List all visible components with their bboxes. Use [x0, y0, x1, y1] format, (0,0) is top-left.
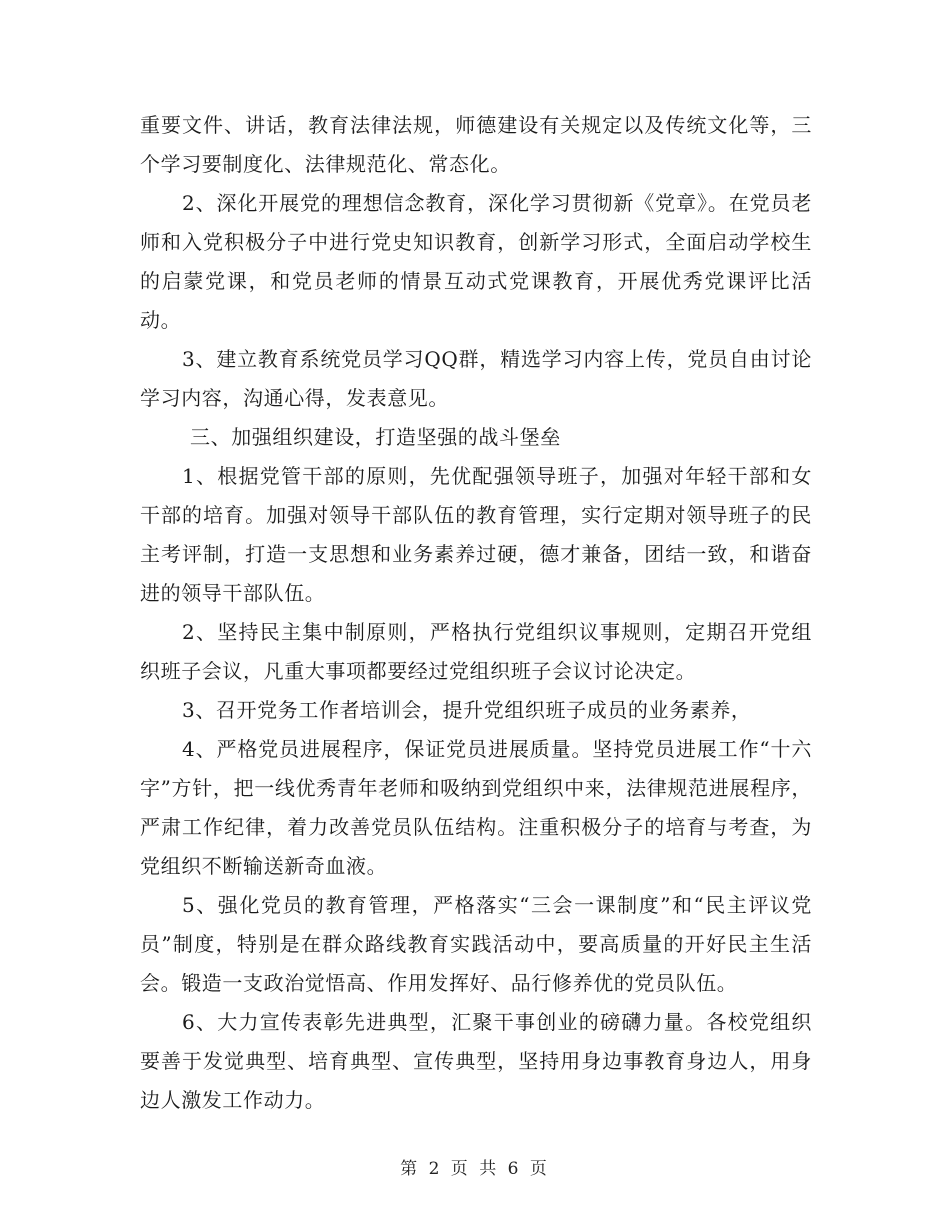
- page-number-footer: 第 2 页 共 6 页: [400, 1159, 550, 1179]
- paragraph-item-5-member-management: 5、强化党员的教育管理，严格落实“三会一课制度”和“民主评议党员”制度，特别是在群众路线教育实践活动中，要高质量的开好民主生活会。锻造一支政治觉悟高、作用发挥好、品行修养优的党员队伍。: [140, 893, 812, 995]
- paragraph-item-6-role-models: 6、大力宣传表彰先进典型，汇聚干事创业的磅礴力量。各校党组织要善于发觉典型、培育典型、宣传典型，坚持用身边事教育身边人，用身边人激发工作动力。: [140, 1010, 812, 1112]
- document-body: [140, 106, 812, 1120]
- paragraph-item-2-democratic-centralism: 2、坚持民主集中制原则，严格执行党组织议事规则，定期召开党组织班子会议，凡重大事项都要经过党组织班子会议讨论决定。: [140, 620, 812, 683]
- paragraph-item-1-leadership: 1、根据党管干部的原则，先优配强领导班子，加强对年轻干部和女干部的培育。加强对领导干部队伍的教育管理，实行定期对领导班子的民主考评制，打造一支思想和业务素养过硬，德才兼备，团结一致，和谐奋进的领导干部队伍。: [140, 464, 812, 605]
- paragraph-item-3-training: 3、召开党务工作者培训会，提升党组织班子成员的业务素养，: [182, 698, 752, 722]
- paragraph-item-2-party-education: 2、深化开展党的理想信念教育，深化学习贯彻新《党章》。在党员老师和入党积极分子中进行党史知识教育，创新学习形式，全面启动学校生的启蒙党课，和党员老师的情景互动式党课教育，开展优秀党课评比活动。: [140, 191, 812, 332]
- paragraph-item-3-qq-group: 3、建立教育系统党员学习QQ群，精选学习内容上传，党员自由讨论学习内容，沟通心得，发表意见。: [140, 347, 812, 410]
- paragraph-item-4-member-development: 4、严格党员进展程序，保证党员进展质量。坚持党员进展工作“十六字”方针，把一线优秀青年老师和吸纳到党组织中来，法律规范进展程序，严肃工作纪律，着力改善党员队伍结构。注重积极分子的培育与考查，为党组织不断输送新奇血液。: [140, 737, 812, 878]
- paragraph-continuation: 重要文件、讲话，教育法律法规，师德建设有关规定以及传统文化等，三个学习要制度化、法律规范化、常态化。: [140, 113, 812, 176]
- section-heading-organization: 三、加强组织建设，打造坚强的战斗堡垒: [190, 425, 561, 449]
